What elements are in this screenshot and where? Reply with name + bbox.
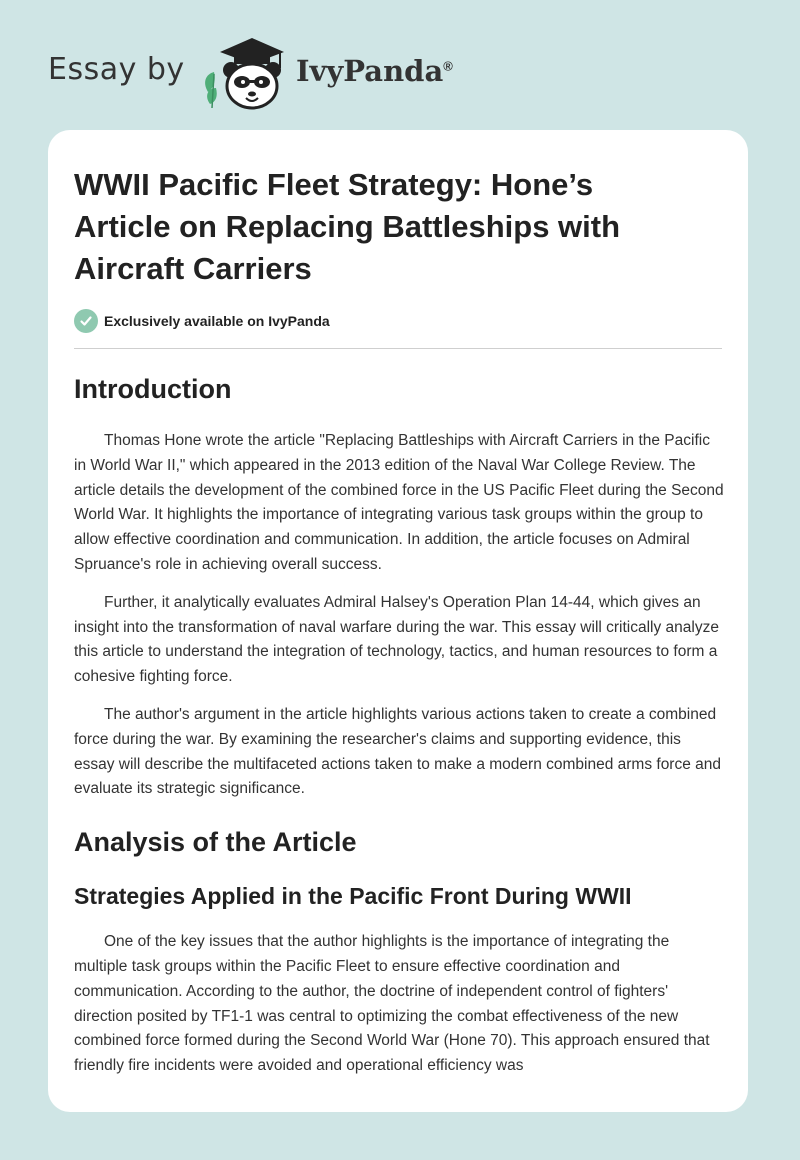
registered-mark: ® [443,58,453,74]
leaf-icon [205,72,217,108]
exclusive-badge [74,308,722,334]
site-header [48,30,548,110]
section-heading-analysis: Analysis of the Article [74,827,357,858]
brand-name[interactable] [296,54,453,88]
section-heading-introduction: Introduction [74,374,232,404]
page-title: WWII Pacific Fleet Strategy: Hone’s Article on Replacing Battleships with Aircraft Carriers [74,167,621,286]
panda-logo-icon[interactable] [200,34,290,112]
paragraph: The author's argument in the article highlights various actions taken to create a combined force during the war. By examining the researcher's claims and supporting evidence, this essay will describe the multifaceted actions taken to make a modern combined arms force and evaluate its strategic significance. [74,705,722,798]
divider [74,348,722,349]
paragraph: Further, it analytically evaluates Admiral Halsey's Operation Plan 14-44, which gives an insight into the transformation of naval warfare during the war. This essay will critically analyze this article to understand the integration of technology, tactics, and human resources to form a cohesive fighting force. [74,593,719,686]
subsection-heading-strategies: Strategies Applied in the Pacific Front During WWII [74,883,632,910]
essay-by-label: Essay by [48,52,185,87]
exclusive-label: Exclusively available on IvyPanda [104,313,330,329]
essay-card [48,130,748,1112]
paragraph: Thomas Hone wrote the article "Replacing Battleships with Aircraft Carriers in the Pacific in World War II," which appeared in the 2013 edition of the Naval War College Review. The article details the development of the combined force in the US Pacific Fleet during the Second World War. It highlights the importance of integrating various task groups within the group to allow effective coordination and communication. In addition, the article focuses on Admiral Spruance's role in achieving overall success. [74,432,724,573]
paragraph: One of the key issues that the author highlights is the importance of integrating the multiple task groups within the Pacific Fleet to ensure effective coordination and communication. According to the author, the doctrine of independent control of fighters' direction posited by TF1-1 was central to optimizing the combat effectiveness of the new combined force formed during the Second World War (Hone 70). This approach ensured that friendly fire incidents were avoided and operational efficiency was [74,933,710,1075]
check-icon [74,309,98,333]
brand-text: IvyPanda [296,54,444,88]
